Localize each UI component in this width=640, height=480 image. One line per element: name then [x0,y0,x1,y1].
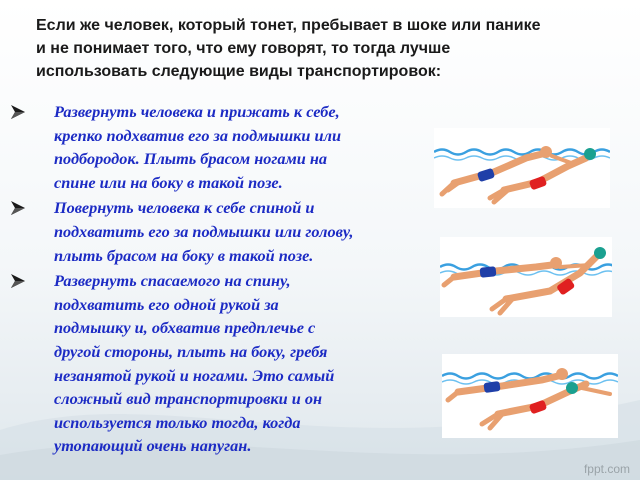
item-line: незанятой рукой и ногами. Это самый [54,365,335,385]
header-line: использовать следующие виды транспортировок: [36,63,442,80]
slide-header [36,14,596,83]
item-line: другой стороны, плыть на боку, гребя [54,341,328,361]
item-line: сложный вид транспортировки и он [54,389,323,409]
swimmers-illustration [442,354,618,438]
item-line: утопающий очень напуган. [54,436,252,456]
item-line: подбородок. Плыть брасом ногами на [54,149,328,169]
swimmers-illustration [434,128,610,208]
list-item [8,196,418,267]
item-line: плыть брасом на боку в такой позе. [54,245,314,265]
item-line: подмышку и, обхватив предплечье с [54,318,316,338]
item-line: Повернуть человека к себе спиной и [54,198,315,218]
transport-methods-list [8,100,418,460]
item-line: подхватить его за подмышки или голову, [54,221,354,241]
header-line: Если же человек, который тонет, пребывает в шоке или панике [36,17,541,34]
swimmers-illustration [440,237,612,317]
bullet-arrow-icon [10,200,26,216]
item-line: спине или на боку в такой позе. [54,172,283,192]
header-line: и не понимает того, что ему говорят, то тогда лучше [36,40,451,57]
item-line: используется только тогда, когда [54,412,301,432]
bullet-arrow-icon [10,273,26,289]
list-item [8,269,418,458]
item-line: крепко подхватив его за подмышки или [54,125,342,145]
item-line: Развернуть спасаемого на спину, [54,271,291,291]
list-item [8,100,418,194]
bullet-arrow-icon [10,104,26,120]
item-line: подхватить его одной рукой за [54,294,279,314]
item-line: Развернуть человека и прижать к себе, [54,102,340,121]
watermark: fppt.com [583,462,630,476]
